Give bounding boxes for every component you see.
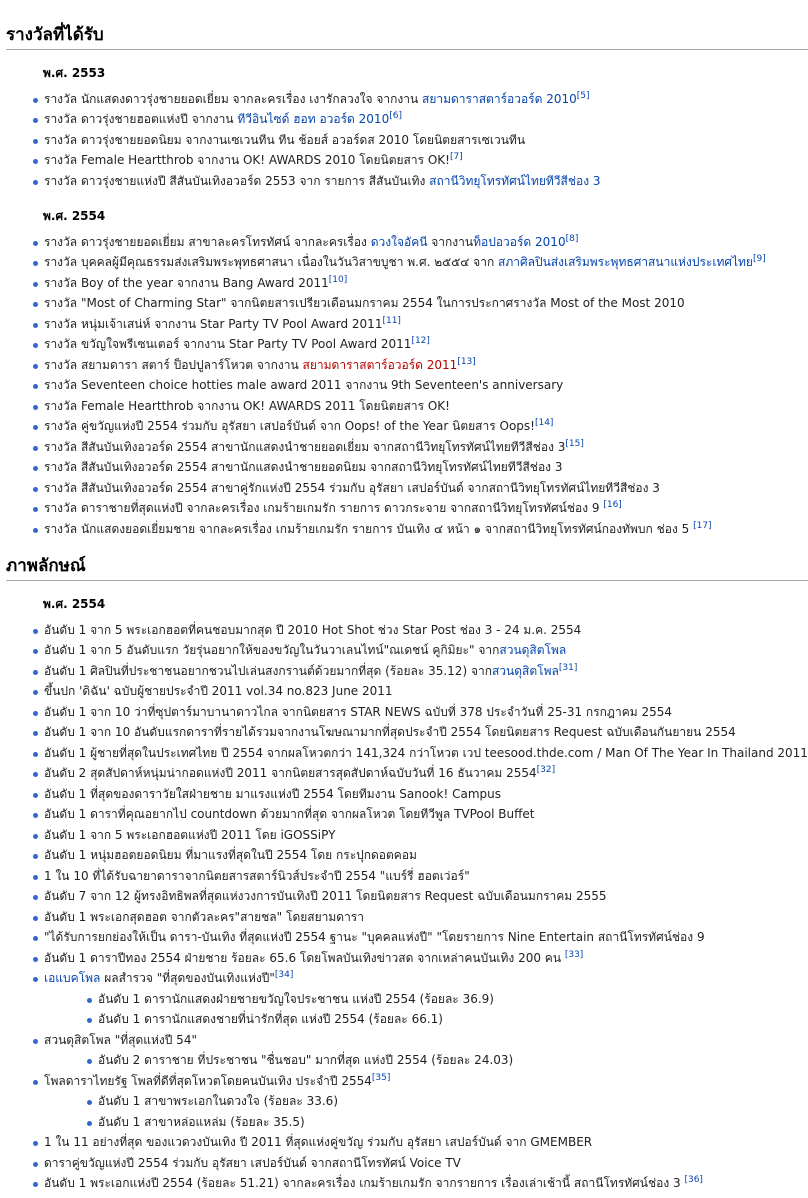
list-item: อันดับ 1 ดาราที่คุณอยากไป countdown ด้วยมากที่สุด จากผลโหวต โดยทีวีพูล TVPool Buffet xyxy=(30,806,808,823)
wiki-link[interactable]: ดวงใจอัคนี xyxy=(370,234,428,249)
list-item: รางวัล Seventeen choice hotties male award 2011 จากงาน 9th Seventeen's anniversary xyxy=(30,377,808,394)
reference[interactable]: [9] xyxy=(752,254,766,264)
reference[interactable]: [34] xyxy=(274,970,294,980)
wiki-link[interactable]: สยามดาราสตาร์อวอร์ด 2010 xyxy=(422,91,577,106)
list-item: รางวัล ขวัญใจพรีเซนเตอร์ จากงาน Star Party TV Pool Award 2011[12] xyxy=(30,336,808,353)
awards-2553-list xyxy=(6,91,808,190)
wiki-link[interactable]: สถานีวิทยุโทรทัศน์ไทยทีวีสีช่อง 3 xyxy=(429,173,601,188)
list-item: อันดับ 1 ที่สุดของดาราวัยใสฝ่ายชาย มาแรงแห่งปี 2554 โดยทีมงาน Sanook! Campus xyxy=(30,786,808,803)
reference[interactable]: [15] xyxy=(565,438,584,449)
reference[interactable]: [31] xyxy=(558,662,578,673)
list-item: 1 ใน 11 อย่างที่สุด ของแวดวงบันเทิง ปี 2011 ที่สุดแห่งคู่ขวัญ ร่วมกับ อุรัสยา เสปอร์บันด์ จาก GMEMBER xyxy=(30,1134,808,1151)
list-item: ดาราคู่ขวัญแห่งปี 2554 ร่วมกับ อุรัสยา เสปอร์บันด์ จากสถานีโทรทัศน์ Voice TV xyxy=(30,1155,808,1172)
reference[interactable]: [5] xyxy=(576,90,590,101)
abac-poll-link[interactable]: เอแบคโพล xyxy=(44,971,101,985)
list-item: รางวัล คู่ขวัญแห่งปี 2554 ร่วมกับ อุรัสยา เสปอร์บันด์ จาก Oops! of the Year นิตยสาร Oops![14] xyxy=(30,418,808,435)
list-item: เอแบคโพล ผลสำรวจ "ที่สุดของบันเทิงแห่งปี"[34] อันดับ 1 ดารานักแสดงฝ่ายชายขวัญใจประชาชน แห่งปี 2554 (ร้อยละ 36.9) อันดับ 1 ดารานักแสดงชายที่น่ารักที่สุด แห่งปี 2554 (ร้อยละ 66.1) xyxy=(30,970,808,1028)
list-item: รางวัล นักแสดงดาวรุ่งชายยอดเยี่ยม จากละครเรื่อง เงารักลวงใจ จากงาน สยามดาราสตาร์อวอร์ด 2010[5] xyxy=(30,91,808,108)
year-heading-2553: พ.ศ. 2553 xyxy=(43,66,106,80)
list-item: รางวัล สยามดารา สตาร์ ป็อปปูลาร์โหวต จากงาน สยามดาราสตาร์อวอร์ด 2011[13] xyxy=(30,357,808,374)
dusit-sub-list xyxy=(44,1052,808,1069)
list-item: อันดับ 7 จาก 12 ผู้ทรงอิทธิพลที่สุดแห่งวงการบันเทิงปี 2011 โดยนิตยสาร Request ฉบับเดือนมกราคม 2555 xyxy=(30,888,808,905)
reference[interactable]: [35] xyxy=(371,1072,391,1083)
list-item: รางวัล สีสันบันเทิงอวอร์ด 2554 สาขานักแสดงนำชายยอดเยี่ยม จากสถานีวิทยุโทรทัศน์ไทยทีวีสีช่อง 3[15] xyxy=(30,439,808,456)
list-item: 1 ใน 10 ที่ได้รับฉายาดาราจากนิตยสารสตาร์นิวส์ประจำปี 2554 "แบร์รี่ ฮอตเว่อร์" xyxy=(30,868,808,885)
list-item: อันดับ 1 ผู้ชายที่สุดในประเทศไทย ปี 2554 จากผลโหวตกว่า 141,324 กว่าโหวต เวป teesood.thde.com / Man Of The Year In Thailand 2011 xyxy=(30,745,808,762)
list-item: รางวัล ดาราชายที่สุดแห่งปี จากละครเรื่อง เกมร้ายเกมรัก รายการ ดาวกระจาย จากสถานีวิทยุโทรทัศน์ช่อง 9 [16] xyxy=(30,500,808,517)
list-item: โพลดาราไทยรัฐ โพลที่ดีที่สุดโหวตโดยคนบันเทิง ประจำปี 2554[35] อันดับ 1 สาขาพระเอกในดวงใจ (ร้อยละ 33.6) อันดับ 1 สาขาหล่อแหล่ม (ร้อยละ 35.5) xyxy=(30,1073,808,1131)
list-item: อันดับ 1 ดาราปีทอง 2554 ฝ่ายชาย ร้อยละ 65.6 โดยโพลบันเทิงข่าวสด จากเหล่าคนบันเทิง 200 คน [33] xyxy=(30,950,808,967)
list-item: ขึ้นปก 'ดิฉัน' ฉบับผู้ชายประจำปี 2011 vol.34 no.823 June 2011 xyxy=(30,683,808,700)
list-item: รางวัล ดาวรุ่งชายยอดนิยม จากงานเซเวนทีน ทีน ช้อยส์ อวอร์ดส 2010 โดยนิตยสารเซเวนทีน xyxy=(30,132,808,149)
list-item: "ได้รับการยกย่องให้เป็น ดารา-บันเทิง ที่สุดแห่งปี 2554 ฐานะ "บุคคลแห่งปี" "โดยรายการ Nine Entertain สถานีโทรทัศน์ช่อง 9 xyxy=(30,929,808,946)
reference[interactable]: [33] xyxy=(564,949,584,960)
list-item: รางวัล Female Heartthrob จากงาน OK! AWARDS 2010 โดยนิตยสาร OK![7] xyxy=(30,152,808,169)
list-item: รางวัล Boy of the year จากงาน Bang Award 2011[10] xyxy=(30,275,808,292)
list-item: อันดับ 1 จาก 10 ว่าที่ซุปตาร์มาบานาดาวไกล จากนิตยสาร STAR NEWS ฉบับที่ 378 ประจำวันที่ 25-31 กรกฎาคม 2554 xyxy=(30,704,808,721)
list-item: อันดับ 1 จาก 5 พระเอกฮอตแห่งปี 2011 โดย iGOSSiPY xyxy=(30,827,808,844)
sub-list-item: อันดับ 1 ดารานักแสดงฝ่ายชายขวัญใจประชาชน แห่งปี 2554 (ร้อยละ 36.9) xyxy=(84,991,808,1008)
year-heading-2554-image: พ.ศ. 2554 xyxy=(43,597,106,611)
wiki-link[interactable]: สวนดุสิตโพล xyxy=(491,663,559,678)
sub-list-item: อันดับ 1 สาขาพระเอกในดวงใจ (ร้อยละ 33.6) xyxy=(84,1093,808,1110)
reference[interactable]: [32] xyxy=(536,765,556,775)
thairath-sub-list xyxy=(44,1093,808,1131)
section-heading-image: ภาพลักษณ์ xyxy=(6,541,808,581)
list-item: รางวัล ดาวรุ่งชายยอดเยี่ยม สาขาละครโทรทัศน์ จากละครเรื่อง ดวงใจอัคนี จากงานท็อปอวอร์ด 2010[8] xyxy=(30,234,808,251)
list-item: อันดับ 1 จาก 5 พระเอกฮอตที่คนชอบมากสุด ปี 2010 Hot Shot ช่วง Star Post ช่อง 3 - 24 ม.ค. 2554 xyxy=(30,622,808,639)
reference[interactable]: [10] xyxy=(328,274,348,285)
reference[interactable]: [7] xyxy=(449,152,463,162)
list-item: รางวัล ดาวรุ่งชายแห่งปี สีสันบันเทิงอวอร์ด 2553 จาก รายการ สีสันบันเทิง สถานีวิทยุโทรทัศน์ไทยทีวีสีช่อง 3 xyxy=(30,173,808,190)
section-heading-awards: รางวัลที่ได้รับ xyxy=(6,0,808,50)
image-2554-list xyxy=(6,622,808,1193)
list-item: อันดับ 1 หนุ่มฮอตยอดนิยม ที่มาแรงที่สุดในปี 2554 โดย กระปุกดอตคอม xyxy=(30,847,808,864)
year-heading-2554: พ.ศ. 2554 xyxy=(43,209,106,223)
list-item: อันดับ 1 ศิลปินที่ประชาชนอยากชวนไปเล่นสงกรานต์ด้วยมากที่สุด (ร้อยละ 35.12) จากสวนดุสิตโพล[31] xyxy=(30,663,808,680)
reference[interactable]: [13] xyxy=(457,356,476,367)
list-item: อันดับ 1 พระเอกสุดฮอต จากตัวละคร"สายชล" โดยสยามดารา xyxy=(30,909,808,926)
wiki-link[interactable]: สวนดุสิตโพล xyxy=(499,643,567,657)
list-item: อันดับ 1 พระเอกแห่งปี 2554 (ร้อยละ 51.21) จากละครเรื่อง เกมร้ายเกมรัก จากรายการ เรื่องเล่าเช้านี้ สถานีโทรทัศน์ช่อง 3 [36] xyxy=(30,1175,808,1192)
reference[interactable]: [12] xyxy=(411,336,430,346)
reference[interactable]: [16] xyxy=(603,500,622,510)
awards-2554-list xyxy=(6,234,808,538)
list-item: อันดับ 2 สุดสัปดาห์หนุ่มน่ากอดแห่งปี 2011 จากนิตยสารสุดสัปดาห์ฉบับวันที่ 16 ธันวาคม 2554[32] xyxy=(30,765,808,782)
list-item: รางวัล ดาวรุ่งชายฮอตแห่งปี จากงาน ทีวีอินไซด์ ฮอท อวอร์ด 2010[6] xyxy=(30,111,808,128)
list-item: รางวัล สีสันบันเทิงอวอร์ด 2554 สาขาคู่รักแห่งปี 2554 ร่วมกับ อุรัสยา เสปอร์บันด์ จากสถานีวิทยุโทรทัศน์ไทยทีวีสีช่อง 3 xyxy=(30,480,808,497)
list-item: รางวัล นักแสดงยอดเยี่ยมชาย จากละครเรื่อง เกมร้ายเกมรัก รายการ บันเทิง ๔ หน้า ๑ จากสถานีวิทยุโทรทัศน์กองทัพบก ช่อง 5 [17] xyxy=(30,521,808,538)
list-item: สวนดุสิตโพล "ที่สุดแห่งปี 54" อันดับ 2 ดาราชาย ที่ประชาชน "ชื่นชอบ" มากที่สุด แห่งปี 2554 (ร้อยละ 24.03) xyxy=(30,1032,808,1070)
reference[interactable]: [8] xyxy=(565,233,579,244)
sub-list-item: อันดับ 1 ดารานักแสดงชายที่น่ารักที่สุด แห่งปี 2554 (ร้อยละ 66.1) xyxy=(84,1011,808,1028)
list-item: รางวัล บุคคลผู้มีคุณธรรมส่งเสริมพระพุทธศาสนา เนื่องในวันวิสาขบูชา พ.ศ. ๒๕๕๔ จาก สภาศิลปินส่งเสริมพระพุทธศาสนาแห่งประเทศไทย[9] xyxy=(30,254,808,271)
reference[interactable]: [14] xyxy=(534,418,554,428)
sub-list-item: อันดับ 2 ดาราชาย ที่ประชาชน "ชื่นชอบ" มากที่สุด แห่งปี 2554 (ร้อยละ 24.03) xyxy=(84,1052,808,1069)
reference[interactable]: [11] xyxy=(382,315,401,326)
sub-list-item: อันดับ 1 สาขาหล่อแหล่ม (ร้อยละ 35.5) xyxy=(84,1114,808,1131)
abac-sub-list xyxy=(44,991,808,1029)
reference[interactable]: [36] xyxy=(684,1175,703,1185)
list-item: รางวัล สีสันบันเทิงอวอร์ด 2554 สาขานักแสดงนำชายยอดนิยม จากสถานีวิทยุโทรทัศน์ไทยทีวีสีช่อง 3 xyxy=(30,459,808,476)
reference[interactable]: [6] xyxy=(389,111,402,121)
list-item: อันดับ 1 จาก 5 อันดับแรก วัยรุ่นอยากให้ของขวัญในวันวาเลนไทน์"ณเดชน์ คูกิมิยะ" จากสวนดุสิตโพล xyxy=(30,642,808,659)
wiki-link[interactable]: สภาศิลปินส่งเสริมพระพุทธศาสนาแห่งประเทศไทย xyxy=(498,255,753,269)
list-item: รางวัล หนุ่มเจ้าเสน่ห์ จากงาน Star Party TV Pool Award 2011[11] xyxy=(30,316,808,333)
list-item: รางวัล Female Heartthrob จากงาน OK! AWARDS 2011 โดยนิตยสาร OK! xyxy=(30,398,808,415)
list-item: อันดับ 1 จาก 10 อันดับแรกดาราที่รายได้รวมจากงานโฆษณามากที่สุดประจำปี 2554 โดยนิตยสาร Request ฉบับเดือนกันยายน 2554 xyxy=(30,724,808,741)
reference[interactable]: [17] xyxy=(693,520,712,531)
list-item: รางวัล "Most of Charming Star" จากนิตยสารเปรียวเดือนมกราคม 2554 ในการประกาศรางวัล Most of the Most 2010 xyxy=(30,295,808,312)
red-wiki-link[interactable]: สยามดาราสตาร์อวอร์ด 2011 xyxy=(302,357,458,372)
wiki-link[interactable]: ท็อปอวอร์ด 2010 xyxy=(473,234,566,249)
wiki-link[interactable]: ทีวีอินไซด์ ฮอท อวอร์ด 2010 xyxy=(237,112,390,126)
